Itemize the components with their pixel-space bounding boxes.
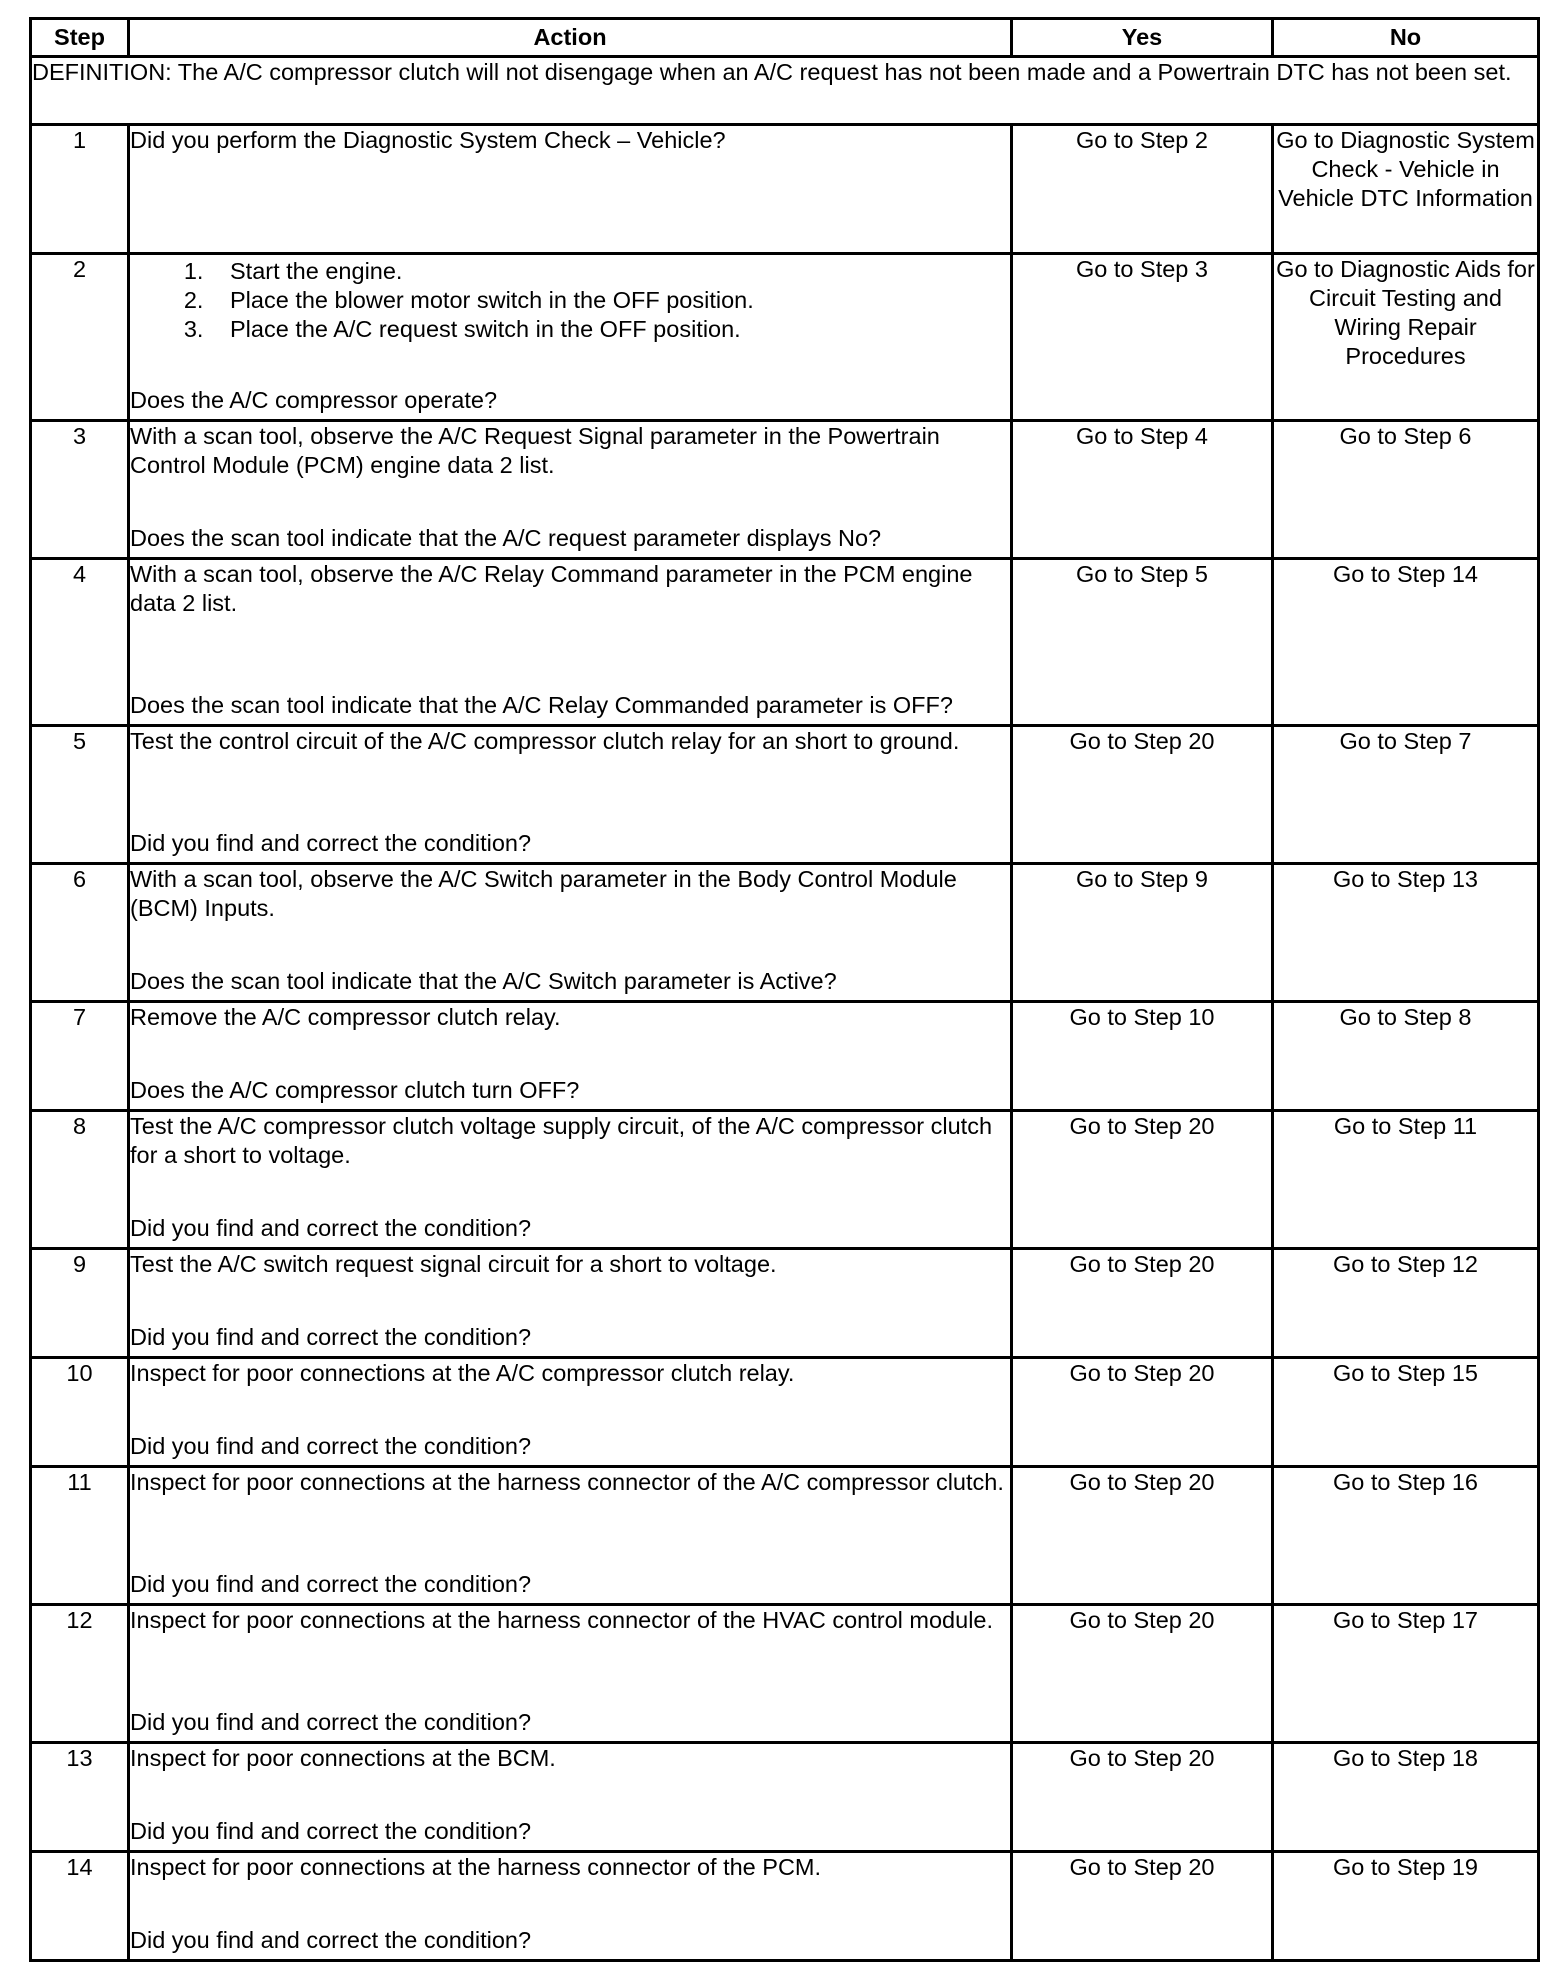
step-number: 6 xyxy=(31,864,129,1002)
action-cell xyxy=(129,726,1012,864)
action-question: Did you find and correct the condition? xyxy=(130,1571,532,1597)
table-row xyxy=(31,864,1539,1002)
action-question: Did you find and correct the condition? xyxy=(130,1818,532,1844)
no-result: Go to Step 6 xyxy=(1273,421,1539,559)
no-result: Go to Step 17 xyxy=(1273,1605,1539,1743)
action-cell xyxy=(129,1002,1012,1111)
step-number: 7 xyxy=(31,1002,129,1111)
action-question: Did you find and correct the condition? xyxy=(130,1324,532,1350)
table-row xyxy=(31,1358,1539,1467)
step-number: 5 xyxy=(31,726,129,864)
yes-result: Go to Step 20 xyxy=(1012,1111,1273,1249)
list-item: 3. Place the A/C request switch in the OFF position. xyxy=(210,315,1010,344)
yes-result: Go to Step 20 xyxy=(1012,1605,1273,1743)
action-cell xyxy=(129,1605,1012,1743)
action-question: Does the A/C compressor operate? xyxy=(130,387,498,413)
action-cell xyxy=(129,1358,1012,1467)
step-number: 4 xyxy=(31,559,129,726)
table-row xyxy=(31,1743,1539,1852)
table-row xyxy=(31,1111,1539,1249)
no-result: Go to Diagnostic Aids for Circuit Testing and Wiring Repair Procedures xyxy=(1273,254,1539,421)
table-row xyxy=(31,1852,1539,1961)
step-number: 1 xyxy=(31,125,129,254)
action-cell xyxy=(129,1111,1012,1249)
yes-result: Go to Step 20 xyxy=(1012,1358,1273,1467)
action-question: Did you find and correct the condition? xyxy=(130,1215,532,1241)
step-number: 10 xyxy=(31,1358,129,1467)
yes-result: Go to Step 20 xyxy=(1012,1249,1273,1358)
yes-result: Go to Step 20 xyxy=(1012,726,1273,864)
action-text: Test the A/C switch request signal circuit for a short to voltage. xyxy=(130,1251,777,1277)
list-item: 2. Place the blower motor switch in the OFF position. xyxy=(210,286,1010,315)
header-yes: Yes xyxy=(1012,19,1273,57)
yes-result: Go to Step 4 xyxy=(1012,421,1273,559)
no-result: Go to Diagnostic System Check - Vehicle in Vehicle DTC Information xyxy=(1273,125,1539,254)
action-question: Did you find and correct the condition? xyxy=(130,1927,532,1953)
step-number: 8 xyxy=(31,1111,129,1249)
step-number: 11 xyxy=(31,1467,129,1605)
list-item: 1. Start the engine. xyxy=(210,257,1010,286)
action-text: Inspect for poor connections at the BCM. xyxy=(130,1745,556,1771)
action-text: With a scan tool, observe the A/C Relay Command parameter in the PCM engine data 2 list. xyxy=(130,561,973,616)
action-text: Test the control circuit of the A/C compressor clutch relay for an short to ground. xyxy=(130,728,960,754)
definition-row xyxy=(31,57,1539,125)
yes-result: Go to Step 20 xyxy=(1012,1467,1273,1605)
table-row xyxy=(31,1002,1539,1111)
action-list xyxy=(130,257,1010,344)
action-question: Did you find and correct the condition? xyxy=(130,1433,532,1459)
no-result: Go to Step 18 xyxy=(1273,1743,1539,1852)
table-row xyxy=(31,726,1539,864)
step-number: 12 xyxy=(31,1605,129,1743)
no-result: Go to Step 11 xyxy=(1273,1111,1539,1249)
table-row xyxy=(31,1605,1539,1743)
header-action: Action xyxy=(129,19,1012,57)
action-question: Did you find and correct the condition? xyxy=(130,830,532,856)
action-text: Did you perform the Diagnostic System Check – Vehicle? xyxy=(129,125,1012,254)
action-text: Inspect for poor connections at the harness connector of the HVAC control module. xyxy=(130,1607,994,1633)
action-cell xyxy=(129,559,1012,726)
action-text: Test the A/C compressor clutch voltage supply circuit, of the A/C compressor clutch for a short to voltage. xyxy=(130,1113,993,1168)
yes-result: Go to Step 2 xyxy=(1012,125,1273,254)
diagnostic-table xyxy=(29,17,1540,1962)
action-text: Inspect for poor connections at the harness connector of the PCM. xyxy=(130,1854,822,1880)
no-result: Go to Step 14 xyxy=(1273,559,1539,726)
action-cell xyxy=(129,421,1012,559)
no-result: Go to Step 16 xyxy=(1273,1467,1539,1605)
no-result: Go to Step 8 xyxy=(1273,1002,1539,1111)
table-row xyxy=(31,254,1539,421)
action-cell xyxy=(129,1249,1012,1358)
definition-text: DEFINITION: The A/C compressor clutch will not disengage when an A/C request has not been made and a Powertrain DTC has not been set. xyxy=(31,57,1539,125)
table-row xyxy=(31,421,1539,559)
action-cell xyxy=(129,1467,1012,1605)
action-cell xyxy=(129,1852,1012,1961)
table-row xyxy=(31,125,1539,254)
action-question: Does the A/C compressor clutch turn OFF? xyxy=(130,1077,580,1103)
step-number: 14 xyxy=(31,1852,129,1961)
step-number: 3 xyxy=(31,421,129,559)
step-number: 13 xyxy=(31,1743,129,1852)
no-result: Go to Step 13 xyxy=(1273,864,1539,1002)
header-no: No xyxy=(1273,19,1539,57)
action-text: Inspect for poor connections at the harness connector of the A/C compressor clutch. xyxy=(130,1469,1004,1495)
table-row xyxy=(31,1249,1539,1358)
action-question: Did you find and correct the condition? xyxy=(130,1709,532,1735)
yes-result: Go to Step 20 xyxy=(1012,1743,1273,1852)
yes-result: Go to Step 9 xyxy=(1012,864,1273,1002)
no-result: Go to Step 15 xyxy=(1273,1358,1539,1467)
yes-result: Go to Step 20 xyxy=(1012,1852,1273,1961)
no-result: Go to Step 7 xyxy=(1273,726,1539,864)
yes-result: Go to Step 5 xyxy=(1012,559,1273,726)
action-question: Does the scan tool indicate that the A/C request parameter displays No? xyxy=(130,525,882,551)
action-cell xyxy=(129,1743,1012,1852)
step-number: 9 xyxy=(31,1249,129,1358)
action-text: Remove the A/C compressor clutch relay. xyxy=(130,1004,561,1030)
action-question: Does the scan tool indicate that the A/C Switch parameter is Active? xyxy=(130,968,837,994)
table-row xyxy=(31,559,1539,726)
yes-result: Go to Step 3 xyxy=(1012,254,1273,421)
step-number: 2 xyxy=(31,254,129,421)
no-result: Go to Step 19 xyxy=(1273,1852,1539,1961)
action-cell xyxy=(129,254,1012,421)
header-row xyxy=(31,19,1539,57)
action-question: Does the scan tool indicate that the A/C Relay Commanded parameter is OFF? xyxy=(130,692,953,718)
header-step: Step xyxy=(31,19,129,57)
yes-result: Go to Step 10 xyxy=(1012,1002,1273,1111)
action-text: With a scan tool, observe the A/C Switch parameter in the Body Control Module (BCM) Inputs. xyxy=(130,866,957,921)
action-text: Inspect for poor connections at the A/C compressor clutch relay. xyxy=(130,1360,795,1386)
action-cell xyxy=(129,864,1012,1002)
table-row xyxy=(31,1467,1539,1605)
action-text: With a scan tool, observe the A/C Request Signal parameter in the Powertrain Control Module (PCM) engine data 2 list. xyxy=(130,423,940,478)
no-result: Go to Step 12 xyxy=(1273,1249,1539,1358)
